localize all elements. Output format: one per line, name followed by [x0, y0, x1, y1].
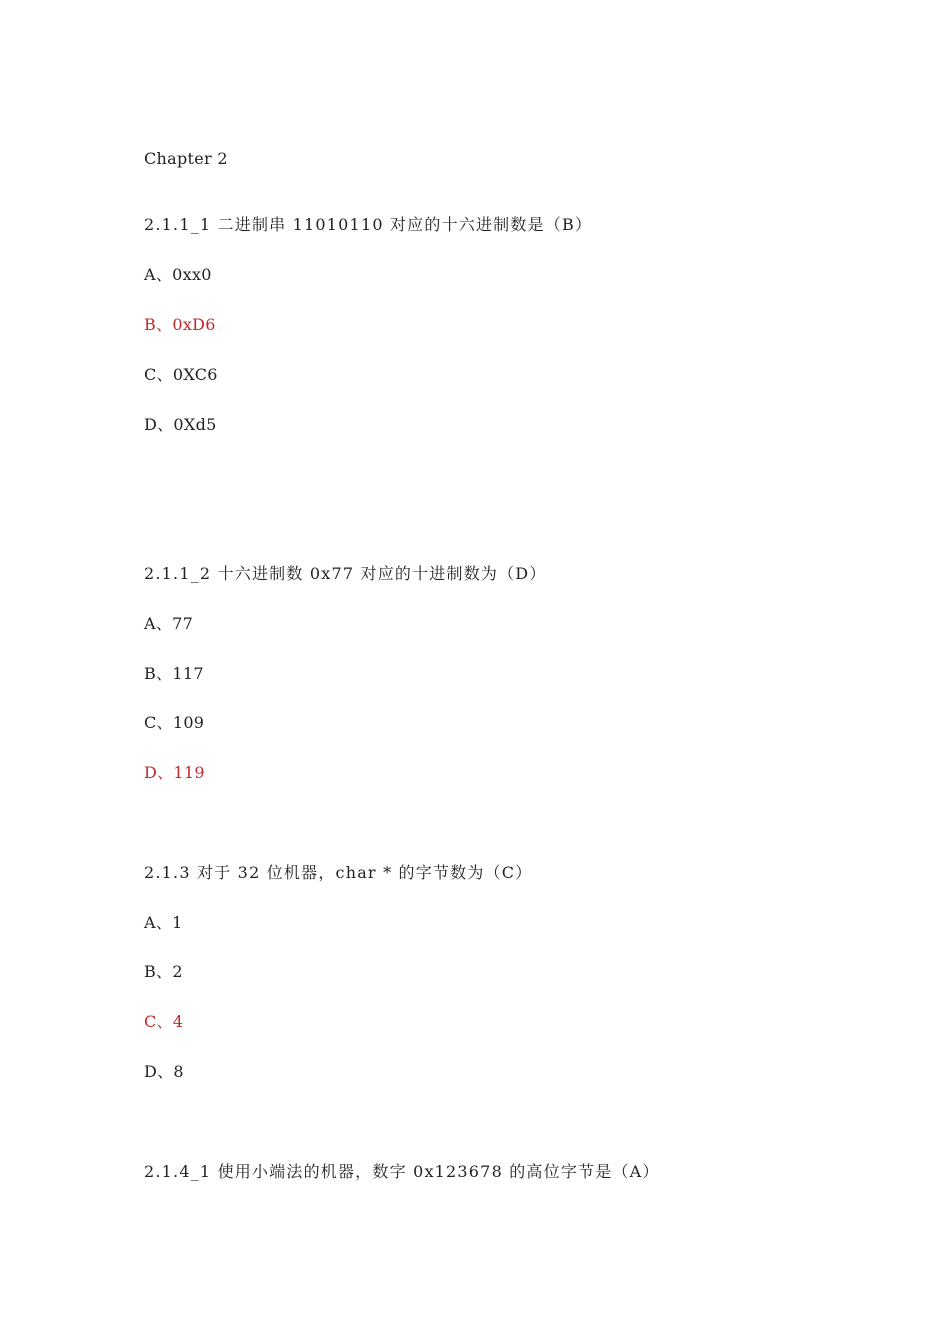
question-3-option-a: A、1	[144, 913, 183, 932]
chapter-title: Chapter 2	[144, 149, 228, 168]
question-1-option-a: A、0xx0	[144, 265, 212, 284]
question-2-option-a: A、77	[144, 614, 194, 633]
question-3-option-c-correct: C、4	[144, 1012, 184, 1031]
question-2-option-b: B、117	[144, 664, 204, 683]
question-1-option-b-correct: B、0xD6	[144, 315, 216, 334]
question-2-option-d-correct: D、119	[144, 763, 205, 782]
question-3-option-d: D、8	[144, 1062, 184, 1081]
question-4-text: 2.1.4_1 使用小端法的机器，数字 0x123678 的高位字节是（A）	[144, 1162, 660, 1181]
question-2-text: 2.1.1_2 十六进制数 0x77 对应的十进制数为（D）	[144, 564, 547, 583]
question-1-text: 2.1.1_1 二进制串 11010110 对应的十六进制数是（B）	[144, 215, 593, 234]
question-1-option-d: D、0Xd5	[144, 415, 217, 434]
question-1-option-c: C、0XC6	[144, 365, 218, 384]
question-3-option-b: B、2	[144, 962, 183, 981]
question-3-text: 2.1.3 对于 32 位机器，char * 的字节数为（C）	[144, 863, 533, 882]
question-2-option-c: C、109	[144, 713, 205, 732]
